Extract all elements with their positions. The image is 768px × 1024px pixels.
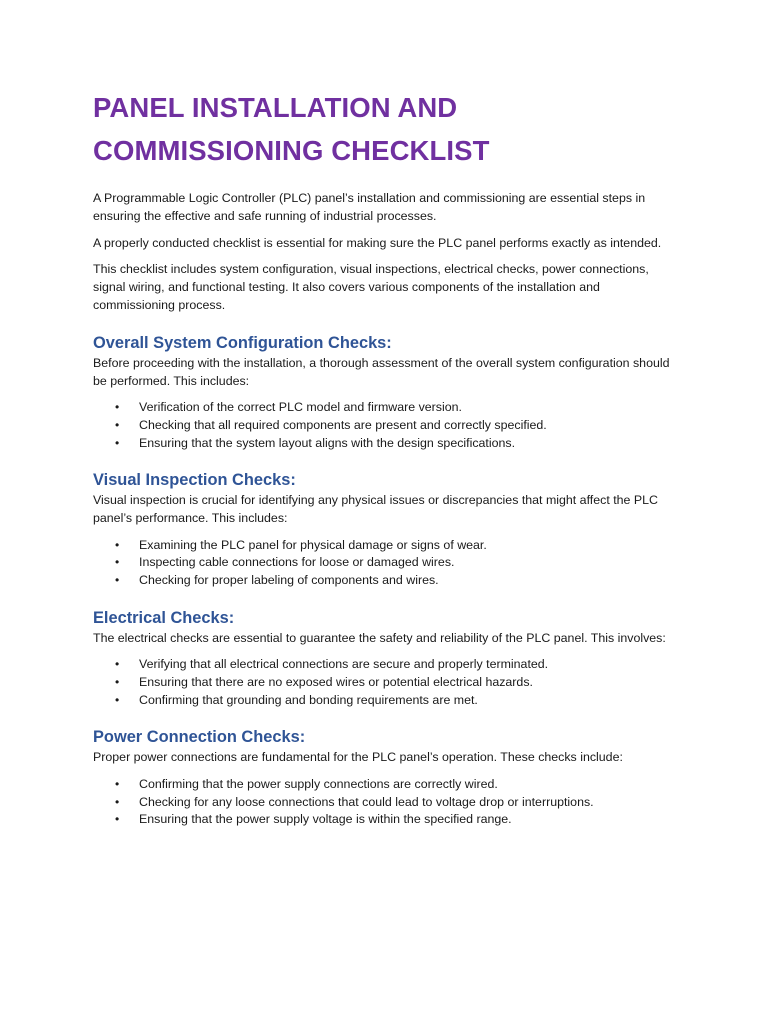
list-item-text: Inspecting cable connections for loose or damaged wires. <box>139 555 455 570</box>
bullet-icon: • <box>115 572 120 587</box>
list-item <box>115 794 683 812</box>
list-item <box>115 656 683 674</box>
title-line-2: COMMISSIONING CHECKLIST <box>93 135 490 166</box>
bullet-list-electrical <box>93 656 683 709</box>
bullet-icon: • <box>115 812 120 827</box>
title-line-1: PANEL INSTALLATION AND <box>93 92 458 123</box>
list-item-text: Confirming that the power supply connections are correctly wired. <box>139 776 498 791</box>
bullet-icon: • <box>115 657 120 672</box>
bullet-icon: • <box>115 776 120 791</box>
list-item-text: Confirming that grounding and bonding requirements are met. <box>139 692 478 707</box>
list-item-text: Checking for any loose connections that could lead to voltage drop or interruptions. <box>139 794 594 809</box>
bullet-icon: • <box>115 674 120 689</box>
document-title <box>93 86 683 172</box>
bullet-list-visual-inspection <box>93 537 683 590</box>
list-item-text: Checking for proper labeling of components and wires. <box>139 572 439 587</box>
list-item <box>115 554 683 572</box>
list-item <box>115 537 683 555</box>
list-item <box>115 417 683 435</box>
intro-paragraph-3: This checklist includes system configuration, visual inspections, electrical checks, power connections, signal wiring, and functional testing. It also covers various components of the installation and commissioning process. <box>93 262 649 312</box>
bullet-icon: • <box>115 417 120 432</box>
list-item-text: Examining the PLC panel for physical damage or signs of wear. <box>139 537 487 552</box>
list-item-text: Ensuring that there are no exposed wires or potential electrical hazards. <box>139 674 533 689</box>
bullet-icon: • <box>115 537 120 552</box>
bullet-icon: • <box>115 435 120 450</box>
list-item-text: Checking that all required components are present and correctly specified. <box>139 417 547 432</box>
section-heading-electrical: Electrical Checks: <box>93 608 235 627</box>
section-text-system-configuration: Before proceeding with the installation, a thorough assessment of the overall system configuration should be performed. This includes: <box>93 355 670 388</box>
bullet-icon: • <box>115 555 120 570</box>
bullet-icon: • <box>115 794 120 809</box>
section-text-electrical: The electrical checks are essential to guarantee the safety and reliability of the PLC panel. This involves: <box>93 630 666 645</box>
section-text-visual-inspection: Visual inspection is crucial for identifying any physical issues or discrepancies that might affect the PLC panel’s performance. This includes: <box>93 493 658 525</box>
list-item-text: Verifying that all electrical connections are secure and properly terminated. <box>139 657 549 672</box>
bullet-list-system-configuration <box>93 399 683 452</box>
list-item <box>115 572 683 590</box>
intro-paragraph-1: A Programmable Logic Controller (PLC) panel’s installation and commissioning are essential steps in ensuring the effective and safe running of industrial processes. <box>93 191 646 223</box>
list-item <box>115 674 683 692</box>
list-item-text: Verification of the correct PLC model and firmware version. <box>139 400 462 415</box>
list-item <box>115 811 683 829</box>
bullet-icon: • <box>115 692 120 707</box>
section-text-power-connection: Proper power connections are fundamental for the PLC panel’s operation. These checks include: <box>93 750 623 765</box>
list-item <box>115 692 683 710</box>
section-heading-visual-inspection: Visual Inspection Checks: <box>93 471 296 490</box>
intro-paragraph-2: A properly conducted checklist is essential for making sure the PLC panel performs exactly as intended. <box>93 235 662 250</box>
list-item <box>115 776 683 794</box>
bullet-list-power-connection <box>93 776 683 829</box>
document-page <box>93 86 683 829</box>
section-heading-system-configuration: Overall System Configuration Checks: <box>93 333 392 352</box>
list-item-text: Ensuring that the power supply voltage is within the specified range. <box>139 812 512 827</box>
list-item <box>115 435 683 453</box>
section-heading-power-connection: Power Connection Checks: <box>93 728 306 747</box>
list-item <box>115 399 683 417</box>
bullet-icon: • <box>115 400 120 415</box>
list-item-text: Ensuring that the system layout aligns with the design specifications. <box>139 435 516 450</box>
